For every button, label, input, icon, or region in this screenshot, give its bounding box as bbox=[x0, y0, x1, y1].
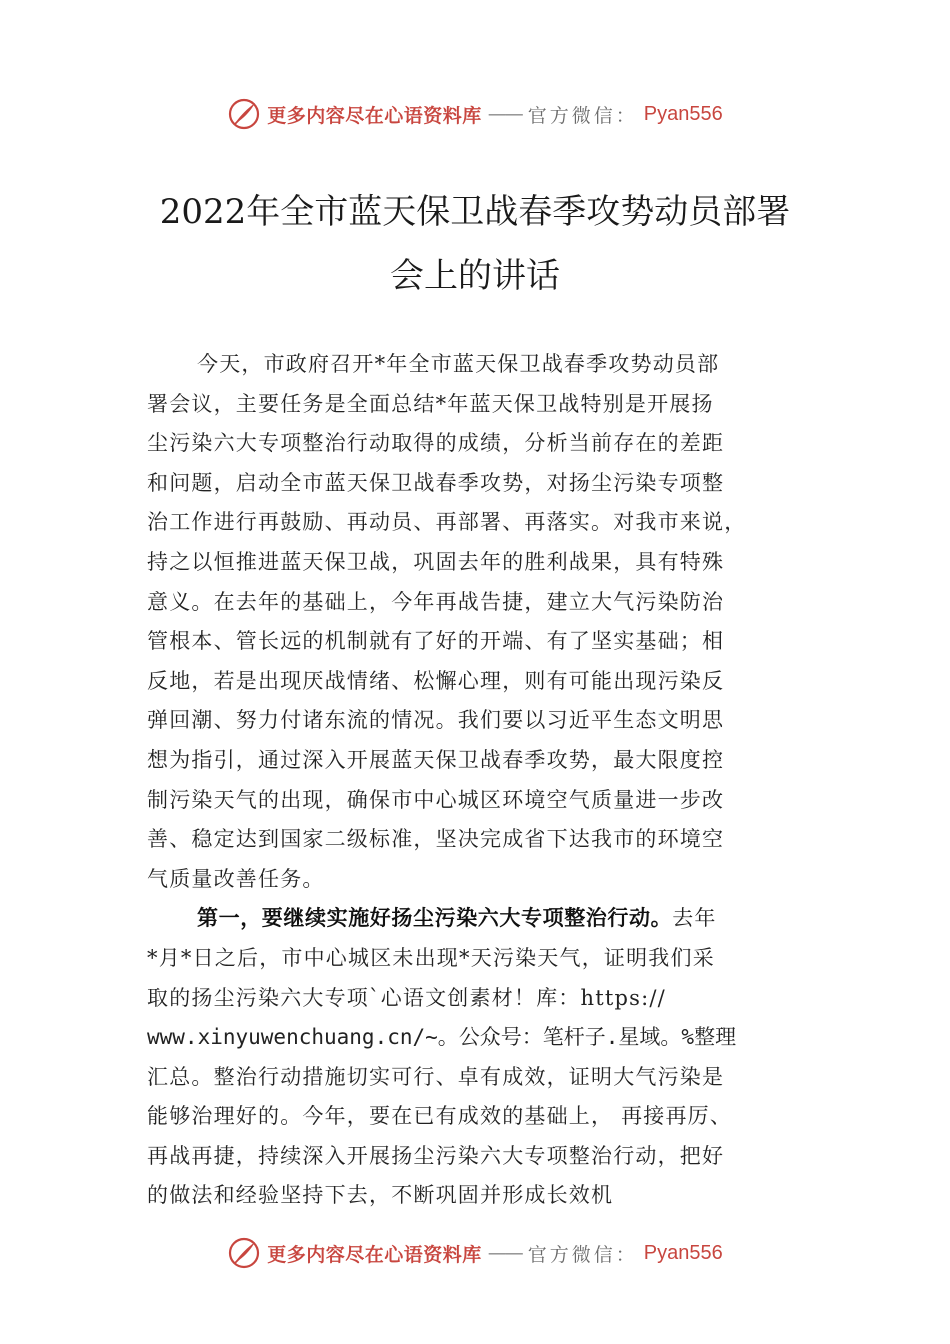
paragraph-1-line: 今天，市政府召开*年全市蓝天保卫战春季攻势动员部 bbox=[197, 352, 720, 376]
header-watermark-banner bbox=[0, 94, 950, 134]
paragraph-2-line: 取的扬尘污染六大专项`心语文创素材！库：https:// bbox=[147, 985, 666, 1010]
paragraph-1-line: 制污染天气的出现，确保市中心城区环境空气质量进一步改 bbox=[147, 787, 725, 812]
paragraph-2-first-line bbox=[147, 899, 809, 939]
title-line-1: 2022年全市蓝天保卫战春季攻势动员部署 bbox=[159, 192, 791, 232]
paragraph-2-line: www.xinyuwenchuang.cn/~。公众号：笔杆子.星域。%整理 bbox=[147, 1025, 737, 1050]
paragraph-1-line: 反地，若是出现厌战情绪、松懈心理，则有可能出现污染反 bbox=[147, 668, 725, 693]
paragraph-2-line: 的做法和经验坚持下去，不断巩固并形成长效机 bbox=[147, 1183, 614, 1208]
footer-watermark-banner bbox=[0, 1233, 950, 1273]
section-heading: 第一，要继续实施好扬尘污染六大专项整治行动。 bbox=[197, 906, 673, 931]
paragraph-2-line: 汇总。整治行动措施切实可行、卓有成效，证明大气污染是 bbox=[147, 1064, 725, 1089]
banner-dash: —— bbox=[487, 103, 522, 125]
banner-wechat-id: Pyan556 bbox=[643, 1241, 723, 1264]
banner-dash: —— bbox=[487, 1242, 522, 1264]
paragraph-1-line: 意义。在去年的基础上，今年再战告捷，建立大气污染防治 bbox=[147, 589, 725, 614]
paragraph-1-line: 和问题，启动全市蓝天保卫战春季攻势，对扬尘污染专项整 bbox=[147, 470, 725, 495]
section-heading-tail: 去年 bbox=[672, 906, 717, 931]
document-title bbox=[0, 180, 950, 308]
feather-pen-logo-icon bbox=[227, 1236, 261, 1270]
feather-pen-logo-icon bbox=[227, 97, 261, 131]
document-body bbox=[147, 345, 809, 1216]
paragraph-2-line: 能够治理好的。今年，要在已有成效的基础上， 再接再厉、 bbox=[147, 1104, 733, 1129]
paragraph-1-line: 气质量改善任务。 bbox=[147, 866, 325, 891]
paragraph-1-line: 善、稳定达到国家二级标准，坚决完成省下达我市的环境空 bbox=[147, 827, 725, 852]
paragraph-1-line: 管根本、管长远的机制就有了好的开端、有了坚实基础；相 bbox=[147, 629, 725, 654]
paragraph-2-line: *月*日之后，市中心城区未出现*天污染天气，证明我们采 bbox=[147, 945, 715, 970]
paragraph-1-line: 持之以恒推进蓝天保卫战，巩固去年的胜利战果，具有特殊 bbox=[147, 549, 725, 574]
paragraph-2-line: 再战再捷，持续深入开展扬尘污染六大专项整治行动，把好 bbox=[147, 1143, 725, 1168]
paragraph-1-line: 署会议，主要任务是全面总结*年蓝天保卫战特别是开展扬 bbox=[147, 391, 714, 416]
paragraph-1-line: 治工作进行再鼓励、再动员、再部署、再落实。对我市来说， bbox=[147, 510, 747, 535]
title-line-2: 会上的讲话 bbox=[390, 256, 560, 296]
paragraph-1-line: 尘污染六大专项整治行动取得的成绩，分析当前存在的差距 bbox=[147, 431, 725, 456]
banner-wechat-id: Pyan556 bbox=[643, 102, 723, 125]
banner-wechat-label: 官方微信： bbox=[527, 1243, 638, 1266]
banner-site-name: 更多内容尽在心语资料库 bbox=[267, 1243, 482, 1266]
paragraph-1-line: 想为指引，通过深入开展蓝天保卫战春季攻势，最大限度控 bbox=[147, 747, 725, 772]
banner-site-name: 更多内容尽在心语资料库 bbox=[267, 104, 482, 127]
paragraph-1-line: 弹回潮、努力付诸东流的情况。我们要以习近平生态文明思 bbox=[147, 708, 725, 733]
banner-wechat-label: 官方微信： bbox=[527, 104, 638, 127]
